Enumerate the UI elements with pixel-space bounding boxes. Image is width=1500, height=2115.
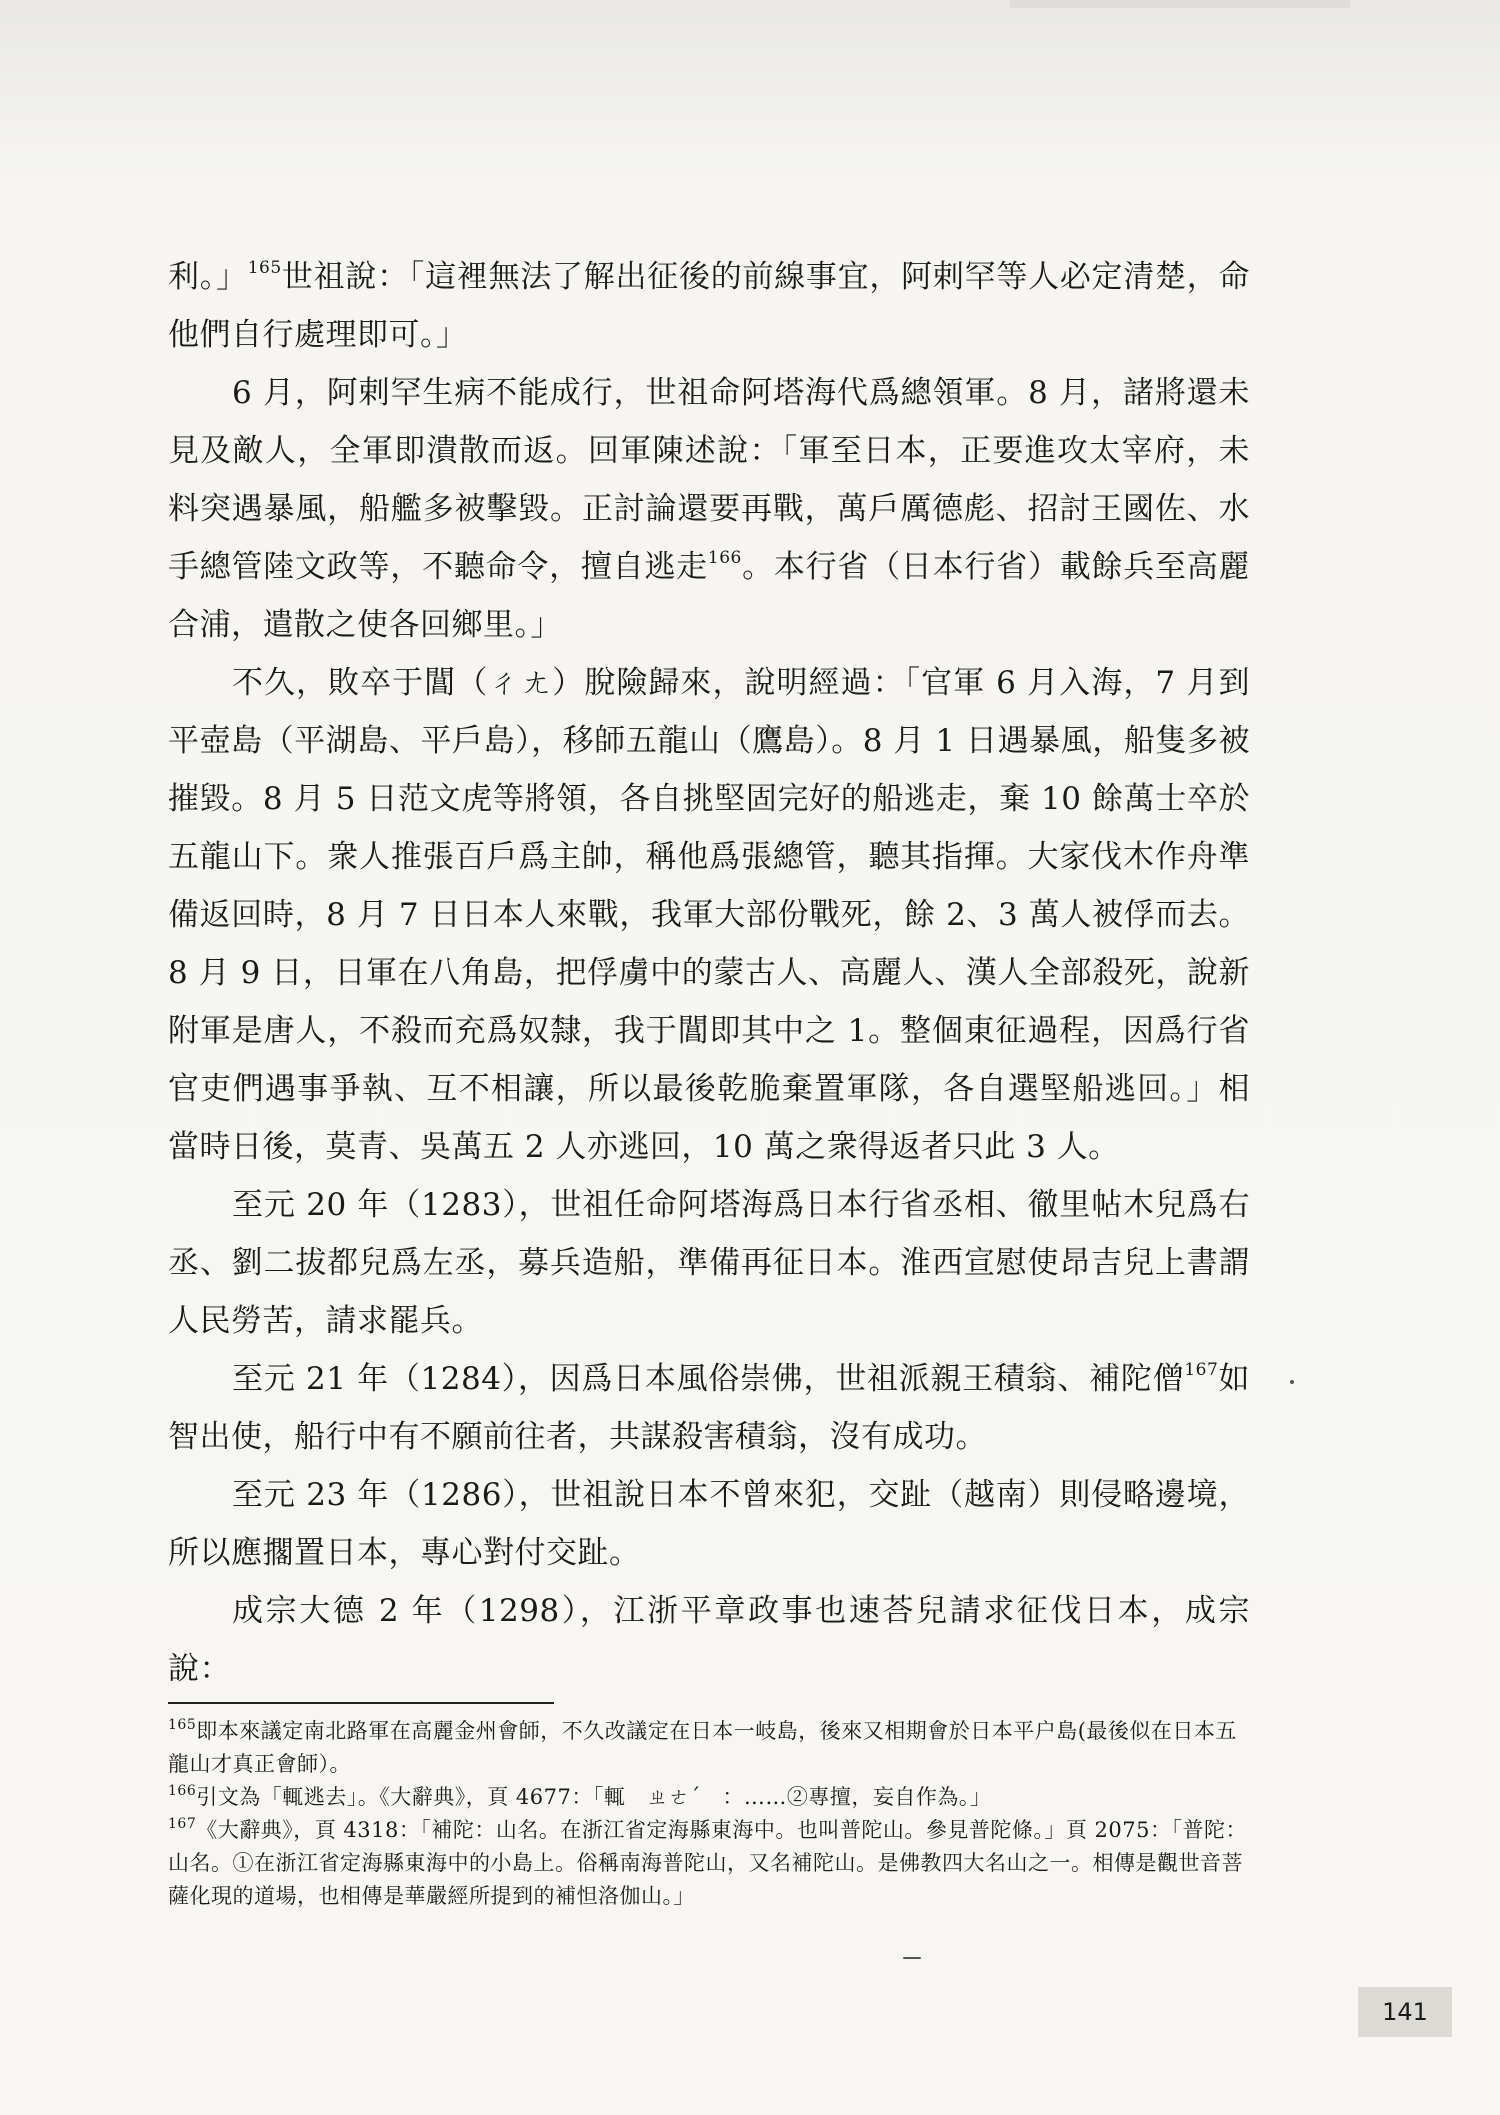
paragraph-text: 不久，敗卒于閶（ㄔㄤ）脫險歸來，說明經過：「官軍 6 月入海，7 月到平壺島（平湖島、平戶島），移師五龍山（鷹島）。8 月 1 日遇暴風，船隻多被摧毀。8 月 5 日范文虎等將領，各自挑堅固完好的船逃走，棄 10 餘萬士卒於五龍山下。衆人推張百戶爲主帥，稱他爲張總管，聽其指揮。大家伐木作舟準備返回時，8 月 7 日日本人來戰，我軍大部份戰死，餘 2、3 萬人被俘而去。8 月 9 日，日軍在八角島，把俘虜中的蒙古人、高麗人、漢人全部殺死，說新附軍是唐人，不殺而充爲奴隸，我于閶即其中之 1。整個東征過程，因爲行省官吏們遇事爭執、互不相讓，所以最後乾脆棄置軍隊，各自選堅船逃回。」相當時日後，莫青、吳萬五 2 人亦逃回，10 萬之衆得返者只此 3 人。 — [168, 665, 1250, 1165]
paragraph — [168, 1350, 1250, 1466]
scan-speck — [1290, 1380, 1294, 1384]
footnote-separator — [168, 1702, 554, 1704]
footnote-number: 167 — [168, 1816, 197, 1832]
scan-smudge — [1010, 0, 1350, 8]
paragraph-text: 至元 20 年（1283），世祖任命阿塔海爲日本行省丞相、徹里帖木兒爲右丞、劉二拔都兒爲左丞，募兵造船，準備再征日本。淮西宣慰使昂吉兒上書謂人民勞苦，請求罷兵。 — [168, 1187, 1250, 1339]
paragraph — [168, 1176, 1250, 1350]
paragraph-text: 利。」 — [168, 259, 248, 295]
footnote-ref[interactable]: 165 — [247, 258, 282, 278]
paragraph-text: 世祖說：「這裡無法了解出征後的前線事宜，阿剌罕等人必定清楚，命他們自行處理即可。」 — [168, 259, 1251, 353]
footnote-number: 165 — [168, 1717, 197, 1733]
footnote — [168, 1814, 1250, 1913]
footnote — [168, 1781, 1250, 1814]
page-number: 141 — [1358, 1987, 1452, 2037]
footnote-text: 引文為「輒逃去」。《大辭典》，頁 4677：「輒 ㄓㄜˊ ：……②專擅，妄自作為。」 — [196, 1785, 992, 1809]
main-text — [168, 248, 1250, 1698]
paragraph-text: 如智出使，船行中有不願前往者，共謀殺害積翁，沒有成功。 — [168, 1361, 1250, 1455]
paragraph-text: 至元 21 年（1284），因爲日本風俗崇佛，世祖派親王積翁、補陀僧 — [232, 1361, 1185, 1397]
footnotes — [168, 1715, 1250, 1913]
scan-speck — [903, 1957, 921, 1959]
footnote-number: 166 — [168, 1783, 197, 1799]
footnote-text: 即本來議定南北路軍在高麗金州會師，不久改議定在日本一岐島，後來又相期會於日本平户島(最後似在日本五龍山才真正會師）。 — [168, 1719, 1237, 1776]
paragraph — [168, 248, 1250, 364]
footnote-ref[interactable]: 166 — [707, 548, 742, 568]
footnote-text: 《大辭典》，頁 4318：「補陀：山名。在浙江省定海縣東海中。也叫普陀山。參見普陀條。」頁 2075：「普陀：山名。①在浙江省定海縣東海中的小島上。俗稱南海普陀山，又名補陀山。是佛教四大名山之一。相傳是觀世音菩薩化現的道場，也相傳是華嚴經所提到的補怛洛伽山。」 — [168, 1818, 1247, 1908]
footnote — [168, 1715, 1250, 1781]
paragraph-text: 6 月，阿剌罕生病不能成行，世祖命阿塔海代爲總領軍。8 月，諸將還未見及敵人，全軍即潰散而返。回軍陳述說：「軍至日本，正要進攻太宰府，未料突遇暴風，船艦多被擊毀。正討論還要再戰，萬戶厲德彪、招討王國佐、水手總管陸文政等，不聽命令，擅自逃走 — [168, 375, 1250, 585]
paragraph — [168, 1582, 1250, 1698]
paragraph — [168, 654, 1250, 1176]
paragraph-text: 至元 23 年（1286），世祖說日本不曾來犯，交趾（越南）則侵略邊境，所以應擱置日本，專心對付交趾。 — [168, 1477, 1250, 1571]
paragraph-text: 。本行省（日本行省）載餘兵至高麗合浦，遣散之使各回鄉里。」 — [168, 549, 1251, 643]
paragraph — [168, 364, 1250, 654]
footnote-ref[interactable]: 167 — [1184, 1360, 1219, 1380]
paragraph — [168, 1466, 1250, 1582]
paragraph-text: 成宗大德 2 年（1298），江浙平章政事也速荅兒請求征伐日本，成宗說： — [168, 1593, 1250, 1687]
